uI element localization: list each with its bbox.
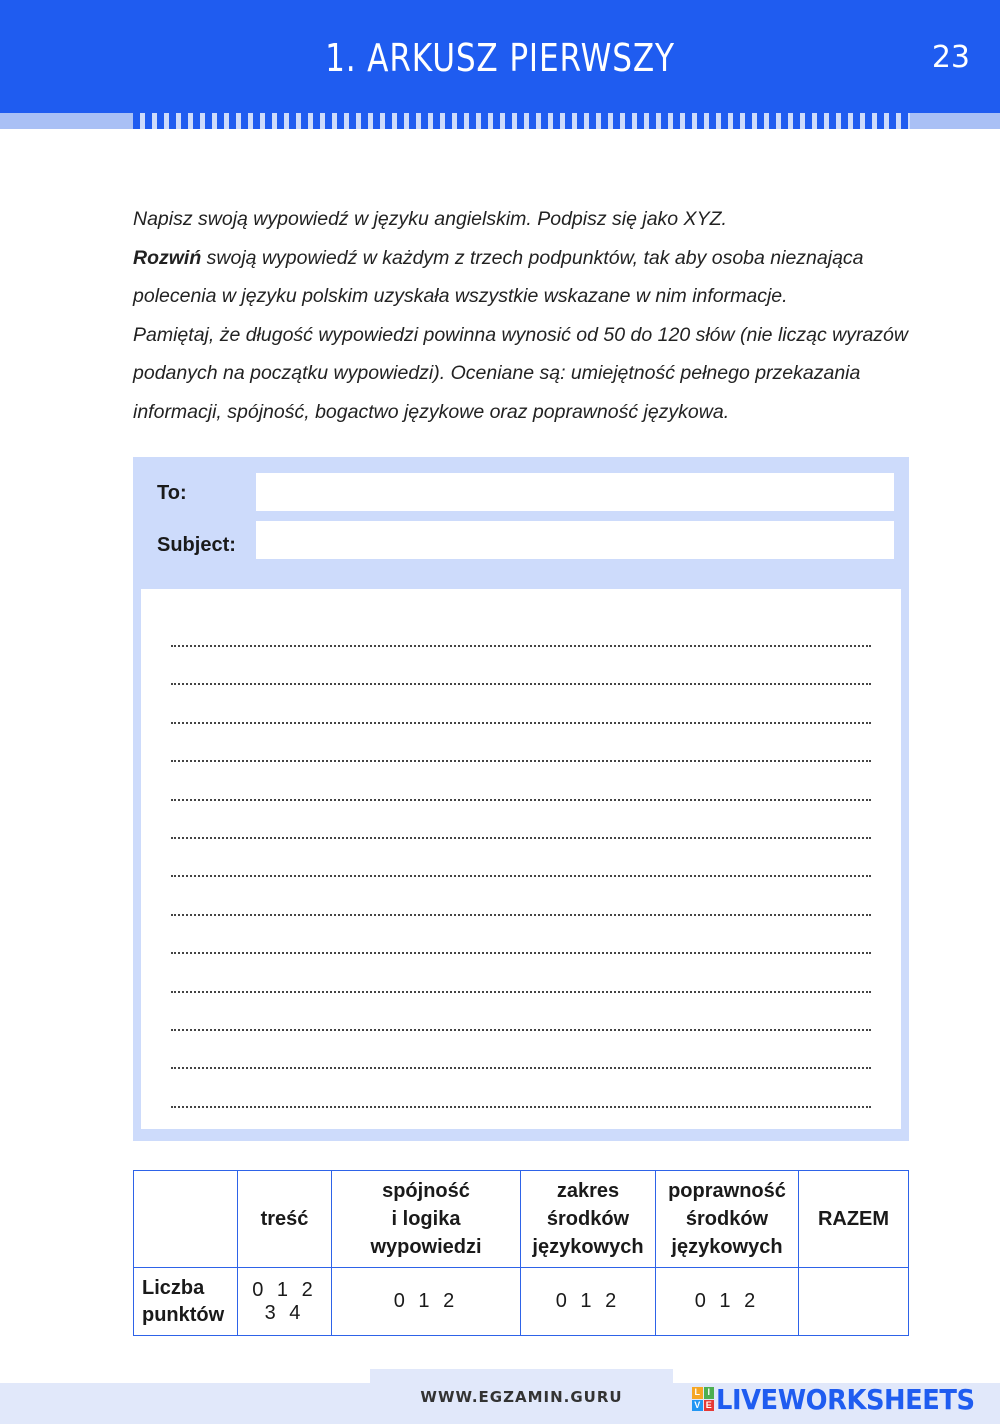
- score-row: [134, 1268, 909, 1336]
- email-form: [133, 457, 909, 1141]
- instruction-paragraph: Pamiętaj, że długość wypowiedzi powinna wynosić od 50 do 120 słów (nie licząc wyrazów podanych na początku wypowiedzi). Oceniane są: umiejętność pełnego przekazania informacji, spójność, bogactwo językowe oraz poprawność językowa.: [133, 323, 908, 423]
- score-value-cell: 0 1 2: [521, 1268, 656, 1336]
- writing-line[interactable]: [171, 722, 871, 724]
- page-number: 23: [931, 40, 970, 75]
- writing-line[interactable]: [171, 952, 871, 954]
- score-table: [133, 1170, 909, 1336]
- subject-label: Subject:: [157, 534, 236, 556]
- score-header-cell: treść: [238, 1171, 332, 1268]
- footer-url[interactable]: WWW.EGZAMIN.GURU: [420, 1388, 623, 1406]
- liveworksheets-icon: [692, 1387, 714, 1411]
- instruction-line: Napisz swoją wypowiedź w języku angielskim. Podpisz się jako XYZ.: [133, 208, 727, 230]
- page-header: [0, 0, 1000, 113]
- writing-line[interactable]: [171, 645, 871, 647]
- writing-line[interactable]: [171, 760, 871, 762]
- to-label: To:: [157, 482, 187, 504]
- logo-letter: L: [692, 1387, 703, 1399]
- score-value-cell: 0 1 2 3 4: [238, 1268, 332, 1336]
- score-total-cell[interactable]: [799, 1268, 909, 1336]
- score-header-cell: spójność i logika wypowiedzi: [332, 1171, 521, 1268]
- score-value-cell: 0 1 2: [332, 1268, 521, 1336]
- writing-line[interactable]: [171, 1067, 871, 1069]
- subject-input[interactable]: [256, 521, 894, 559]
- to-input[interactable]: [256, 473, 894, 511]
- message-body-area[interactable]: [141, 589, 901, 1129]
- logo-letter: E: [704, 1400, 715, 1412]
- header-stripe: [133, 113, 910, 129]
- liveworksheets-logo[interactable]: [692, 1384, 997, 1414]
- writing-line[interactable]: [171, 683, 871, 685]
- page-title: 1. ARKUSZ PIERWSZY: [325, 36, 675, 80]
- logo-letter: V: [692, 1400, 703, 1412]
- score-header-cell: zakres środków językowych: [521, 1171, 656, 1268]
- instruction-text: swoją wypowiedź w każdym z trzech podpunktów, tak aby osoba nieznająca polecenia w języku polskim uzyskała wszystkie wskazane w nim informacje.: [133, 246, 864, 307]
- score-header-cell: poprawność środków językowych: [656, 1171, 799, 1268]
- score-header-row: [134, 1171, 909, 1268]
- logo-letter: I: [704, 1387, 715, 1399]
- writing-line[interactable]: [171, 991, 871, 993]
- instruction-paragraph: [133, 239, 913, 316]
- score-header-cell: [134, 1171, 238, 1268]
- task-instructions: [133, 200, 913, 431]
- score-row-label: Liczba punktów: [134, 1268, 238, 1336]
- writing-line[interactable]: [171, 1106, 871, 1108]
- instruction-bold-word: Rozwiń: [133, 246, 202, 269]
- writing-line[interactable]: [171, 914, 871, 916]
- score-header-cell: RAZEM: [799, 1171, 909, 1268]
- writing-line[interactable]: [171, 799, 871, 801]
- liveworksheets-brand: LIVEWORKSHEETS: [716, 1382, 975, 1416]
- score-value-cell: 0 1 2: [656, 1268, 799, 1336]
- writing-line[interactable]: [171, 1029, 871, 1031]
- writing-line[interactable]: [171, 875, 871, 877]
- writing-line[interactable]: [171, 837, 871, 839]
